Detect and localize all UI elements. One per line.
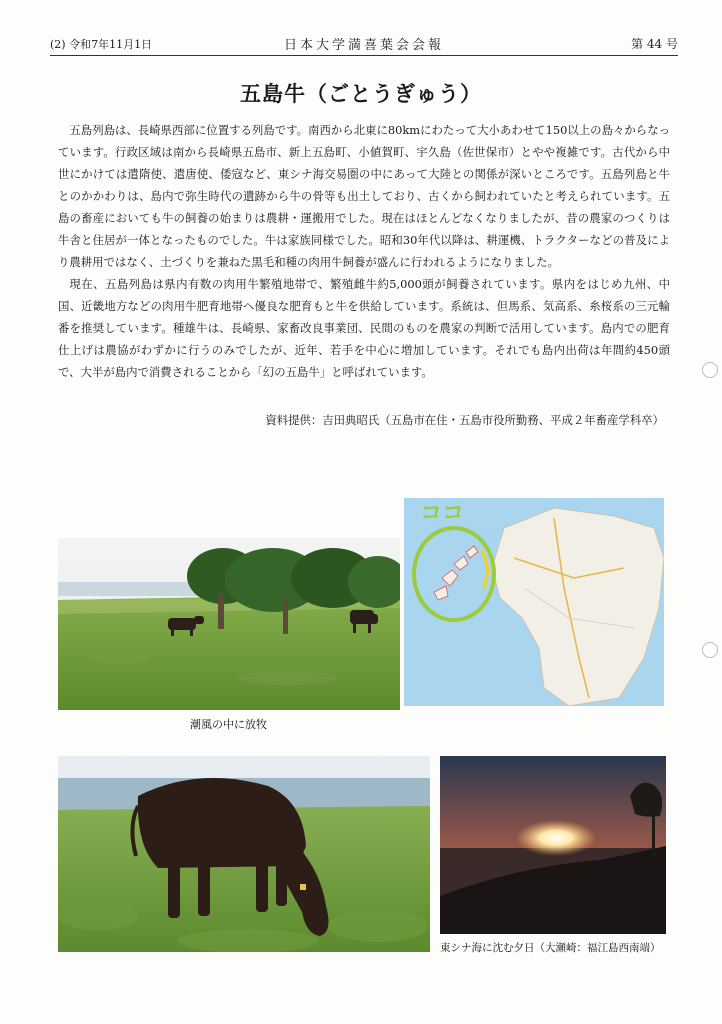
issue-date: (2) 令和7年11月1日 [50, 38, 153, 51]
paragraph-2: 現在、五島列島は県内有数の肉用牛繁殖地帯で、繁殖雌牛約5,000頭が飼養されています。県内をはじめ九州、中国、近畿地方などの肉用牛肥育地帯へ優良な肥育もと牛を供給しています。系統は、但馬系、気高系、糸桜系の三元輪番を推奨しています。種雄牛は、長崎県、家畜改良事業団、民間のものを農家の判断で活用しています。島内での肥育仕上げは農協がわずかに行うのみでしたが、近年、若手を中心に増加しています。それでも島内出荷は年間約450頭で、大半が島内で消費されることから「幻の五島牛」と呼ばれています。 [58, 277, 670, 379]
newspaper-name: 日本大学満喜葉会会報 [283, 38, 444, 53]
map-annotation: ココ [420, 501, 465, 526]
map-image [404, 498, 664, 706]
cow-grazing-photo [58, 756, 430, 952]
header-rule [50, 55, 678, 56]
paragraph-1: 五島列島は、長崎県西部に位置する列島です。南西から北東に80kmにわたって大小あわせて150以上の島々からなっています。行政区域は南から長崎県五島市、新上五島町、小値賀町、宇久島（佐世保市）とやや複雑です。古代から中世にかけては遣隋使、遣唐使、倭寇など、東シナ海交易圏の中にあって大陸との関係が深いところです。五島列島と牛とのかかわりは、島内で弥生時代の遺跡から牛の骨等も出土しており、古くから飼われていたと考えられています。五島の畜産においても牛の飼養の始まりは農耕・運搬用でした。現在はほとんどなくなりましたが、昔の農家のつくりは牛舎と住居が一体となったものでした。牛は家族同様でした。昭和30年代以降は、耕運機、トラクターなどの普及により農耕用ではなく、土づくりを兼ねた黒毛和種の肉用牛飼養が盛んに行われるようになりました。 [58, 123, 670, 269]
pasture-photo [58, 538, 400, 710]
punch-hole [702, 642, 718, 658]
page-header [50, 34, 678, 54]
punch-hole [702, 362, 718, 378]
source-credit: 資料提供：吉田典昭氏（五島市在住・五島市役所勤務、平成２年畜産学科卒） [265, 413, 664, 427]
article-title: 五島牛（ごとうぎゅう） [240, 82, 482, 106]
pasture-caption: 潮風の中に放牧 [190, 718, 267, 731]
issue-number: 第 44 号 [631, 37, 678, 51]
sunset-caption: 東シナ海に沈む夕日（大瀬崎：福江島西南端） [440, 942, 661, 954]
article-body [58, 119, 670, 383]
sunset-photo [440, 756, 666, 934]
